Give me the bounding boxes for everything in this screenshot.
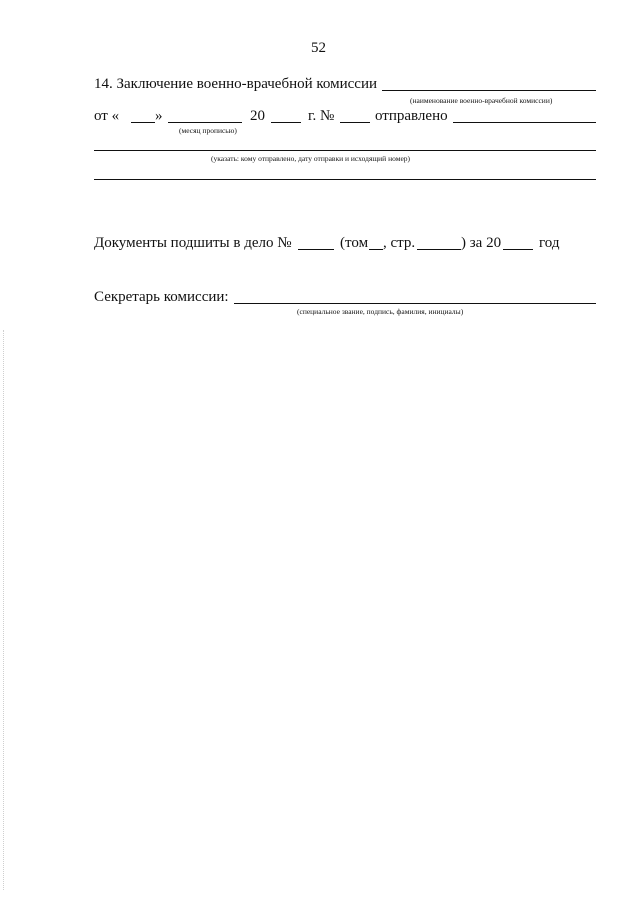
page-number: 52 <box>311 40 326 56</box>
commission-name-caption: (наименование военно-врачебной комиссии) <box>410 96 553 105</box>
case-number-field[interactable] <box>298 249 334 250</box>
sent-to-line-2[interactable] <box>94 179 596 180</box>
scan-edge-marks <box>3 330 4 890</box>
day-field[interactable] <box>131 122 155 123</box>
secretary-caption: (специальное звание, подпись, фамилия, инициалы) <box>297 307 464 316</box>
year-filed-label: ) за 20 <box>461 235 502 251</box>
volume-label: (том <box>340 235 369 251</box>
month-field[interactable] <box>168 122 242 123</box>
commission-name-field[interactable] <box>382 90 596 91</box>
section-14-title: 14. Заключение военно-врачебной комиссии <box>94 76 378 92</box>
secretary-label: Секретарь комиссии: <box>94 289 229 305</box>
pages-label: , стр. <box>383 235 416 251</box>
year-prefix: 20 <box>250 108 265 124</box>
filed-year-field[interactable] <box>503 249 533 250</box>
year-field[interactable] <box>271 122 301 123</box>
date-from-label: от « <box>94 108 120 124</box>
filed-label: Документы подшиты в дело № <box>94 235 292 251</box>
date-quote-close: » <box>155 108 163 124</box>
number-field[interactable] <box>340 122 370 123</box>
month-caption: (месяц прописью) <box>179 126 237 135</box>
secretary-signature-field[interactable] <box>234 303 596 304</box>
sent-to-caption: (указать: кому отправлено, дату отправки и исходящий номер) <box>211 154 411 163</box>
volume-field[interactable] <box>369 249 383 250</box>
sent-field[interactable] <box>453 122 596 123</box>
year-word: год <box>539 235 560 251</box>
pages-field[interactable] <box>417 249 461 250</box>
sent-to-line-1[interactable] <box>94 150 596 151</box>
sent-label: отправлено <box>375 108 448 124</box>
number-label: г. № <box>308 108 335 124</box>
